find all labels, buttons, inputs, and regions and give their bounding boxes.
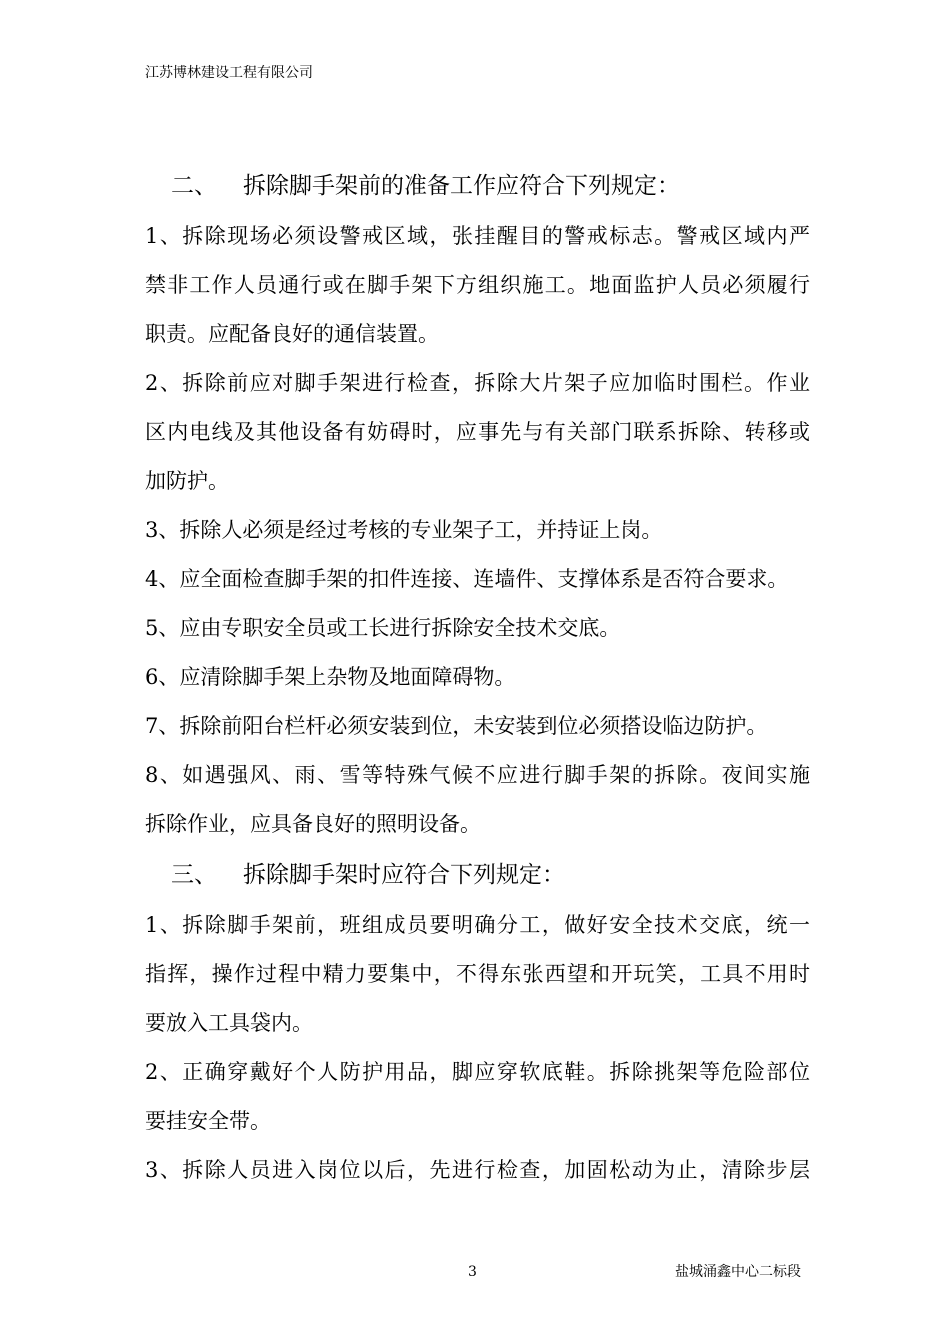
text-line: 1、拆除脚手架前，班组成员要明确分工，做好安全技术交底，统一: [145, 913, 810, 937]
text-line: 1、拆除现场必须设警戒区域，张挂醒目的警戒标志。警戒区域内严: [145, 224, 810, 248]
text-line: 指挥，操作过程中精力要集中，不得东张西望和开玩笑，工具不用时: [145, 962, 810, 986]
text-line: 7、拆除前阳台栏杆必须安装到位，未安装到位必须搭设临边防护。: [145, 714, 768, 738]
paragraph: [145, 751, 810, 849]
text-line: 6、应清除脚手架上杂物及地面障碍物。: [145, 665, 516, 689]
document-body: [145, 160, 810, 1195]
paragraph: [145, 1048, 810, 1146]
text-line: 禁非工作人员通行或在脚手架下方组织施工。地面监护人员必须履行: [145, 273, 810, 297]
paragraph: [145, 212, 810, 359]
text-line: 职责。应配备良好的通信装置。: [145, 322, 439, 346]
paragraph: [145, 359, 810, 506]
section-number: 二、: [171, 173, 217, 199]
paragraph: [145, 555, 810, 604]
section-title: 拆除脚手架时应符合下列规定：: [243, 862, 565, 888]
paragraph: [145, 702, 810, 751]
page-number: 3: [468, 1264, 477, 1280]
text-line: 拆除作业，应具备良好的照明设备。: [145, 812, 481, 836]
text-line: 3、拆除人必须是经过考核的专业架子工，并持证上岗。: [145, 518, 663, 542]
paragraph: [145, 1146, 810, 1195]
text-line: 区内电线及其他设备有妨碍时，应事先与有关部门联系拆除、转移或: [145, 420, 810, 444]
text-line: 2、正确穿戴好个人防护用品，脚应穿软底鞋。拆除挑架等危险部位: [145, 1060, 810, 1084]
section-heading: [145, 849, 810, 901]
text-line: 4、应全面检查脚手架的扣件连接、连墙件、支撑体系是否符合要求。: [145, 567, 789, 591]
text-line: 要挂安全带。: [145, 1109, 271, 1133]
section-number: 三、: [171, 862, 217, 888]
header-company-name: 江苏博林建设工程有限公司: [145, 65, 313, 81]
text-line: 8、如遇强风、雨、雪等特殊气候不应进行脚手架的拆除。夜间实施: [145, 763, 810, 787]
text-line: 2、拆除前应对脚手架进行检查，拆除大片架子应加临时围栏。作业: [145, 371, 810, 395]
text-line: 加防护。: [145, 469, 229, 493]
text-line: 5、应由专职安全员或工长进行拆除安全技术交底。: [145, 616, 621, 640]
text-line: 3、拆除人员进入岗位以后，先进行检查，加固松动为止，清除步层: [145, 1158, 810, 1182]
footer-project-name: 盐城涌鑫中心二标段: [675, 1264, 801, 1280]
section-heading: [145, 160, 810, 212]
section-title: 拆除脚手架前的准备工作应符合下列规定：: [243, 173, 680, 199]
paragraph: [145, 901, 810, 1048]
paragraph: [145, 604, 810, 653]
paragraph: [145, 506, 810, 555]
text-line: 要放入工具袋内。: [145, 1011, 313, 1035]
paragraph: [145, 653, 810, 702]
